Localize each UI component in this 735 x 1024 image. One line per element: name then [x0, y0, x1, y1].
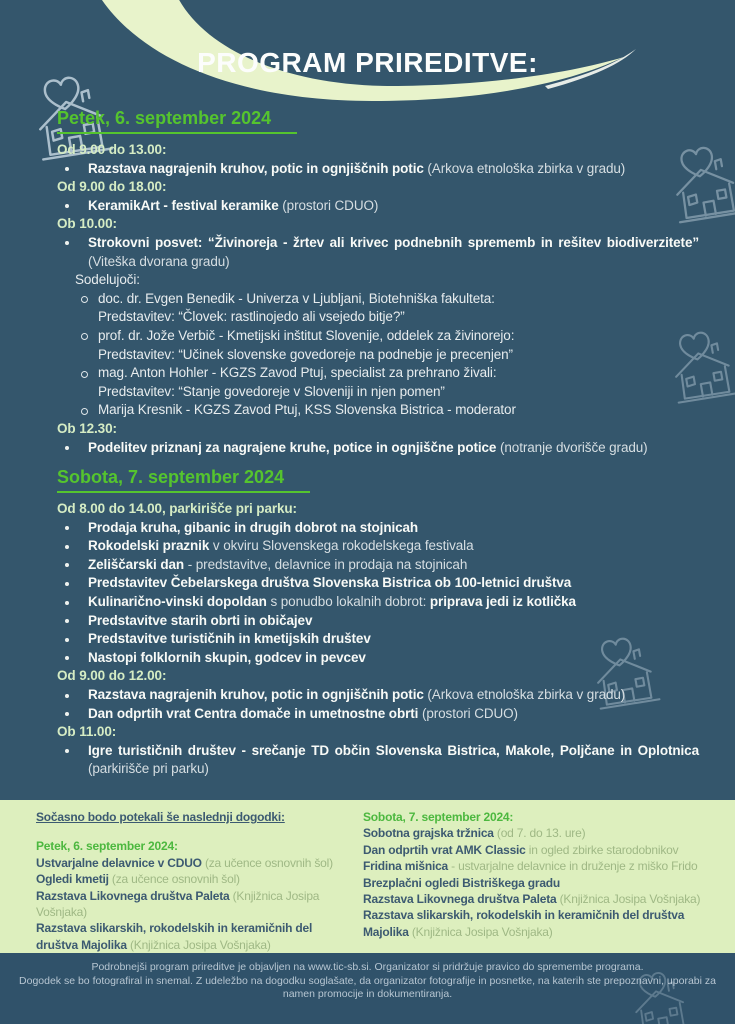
bullet-icon: [63, 742, 88, 779]
item-text: [88, 649, 699, 668]
list-item: [57, 593, 699, 612]
list-item: [57, 574, 699, 593]
item-text: [88, 686, 699, 705]
item-text: [88, 234, 699, 271]
time-heading: Ob 12.30:: [57, 420, 117, 436]
item-text: [88, 705, 699, 724]
saturday-section-heading-wrap: [57, 466, 699, 493]
side-events-left-column: [36, 809, 341, 953]
item-text: [88, 537, 699, 556]
side-event-bold: Brezplačni ogledi Bistriškega gradu: [363, 875, 561, 890]
bullet-icon: [63, 705, 88, 724]
bullet-icon: [63, 649, 88, 668]
side-event-bold: Ustvarjalne delavnice v CDUO: [36, 855, 202, 870]
side-event-normal: (Knjižnica Josipa Vošnjaka): [36, 888, 320, 920]
item-text-bold: KeramikArt - festival keramike: [88, 197, 279, 213]
item-text-normal: (Viteška dvorana gradu): [88, 253, 230, 269]
item-text: [88, 593, 699, 612]
item-text-normal: - predstavitve, delavnice in prodaja na stojnicah: [184, 556, 468, 572]
item-text: [88, 556, 699, 575]
friday-blocks: [57, 141, 699, 457]
speaker-item: [57, 364, 699, 383]
side-events-panel: [0, 800, 735, 953]
list-item: [57, 234, 699, 271]
circle-bullet-icon: [78, 327, 98, 346]
item-text: [88, 160, 699, 179]
item-text-bold: Razstava nagrajenih kruhov, potic in ognjiščnih potic: [88, 687, 424, 703]
list-item: [57, 612, 699, 631]
side-event-normal: - ustvarjalne delavnice in druženje z miško Frido: [448, 859, 698, 874]
side-event-bold: Razstava Likovnega društva Paleta: [363, 892, 557, 907]
side-event-item: [36, 920, 341, 953]
item-text: [88, 519, 699, 538]
item-text-normal: (prostori CDUO): [418, 705, 518, 721]
saturday-heading: Sobota, 7. september 2024: [57, 466, 310, 493]
speaker-presentation: Predstavitev: “Učinek slovenske govedoreje na podnebje je precenjen”: [98, 346, 513, 362]
side-event-normal: (Knjižnica Josipa Vošnjaka): [126, 937, 271, 952]
item-text-bold: Predstavitve turističnih in kmetijskih društev: [88, 631, 371, 647]
program-content: [0, 107, 735, 779]
item-text-bold: Nastopi folklornih skupin, godcev in pevcev: [88, 649, 366, 665]
time-heading: Od 9.00 do 12.00:: [57, 668, 167, 684]
item-text-normal: s ponudbo lokalnih dobrot:: [266, 594, 430, 610]
list-item: [57, 519, 699, 538]
side-event-normal: (Knjižnica Josipa Vošnjaka): [556, 892, 701, 907]
speaker-name: prof. dr. Jože Verbič - Kmetijski inštitut Slovenije, oddelek za živinorejo:: [98, 327, 515, 343]
speaker-name: doc. dr. Evgen Benedik - Univerza v Ljubljani, Biotehniška fakulteta:: [98, 290, 495, 306]
item-text: [88, 612, 699, 631]
time-heading: Od 9.00 do 13.00:: [57, 142, 167, 157]
side-event-bold: Razstava slikarskih, rokodelskih in keramičnih del društva Majolika: [36, 921, 313, 952]
circle-bullet-icon: [78, 401, 98, 420]
side-event-item: [363, 825, 721, 841]
bullet-icon: [63, 519, 88, 538]
page-title: PROGRAM PRIREDITVE:: [197, 47, 538, 78]
side-event-item: [363, 875, 721, 891]
side-event-item: [36, 855, 341, 871]
list-item: [57, 649, 699, 668]
side-event-normal: (za učence osnovnih šol): [201, 855, 333, 870]
bullet-icon: [63, 593, 88, 612]
side-event-normal: (Knjižnica Josipa Vošnjaka): [408, 924, 553, 939]
side-event-item: [363, 842, 721, 858]
side-events-heading: Sočasno bodo potekali še naslednji dogodki:: [36, 810, 285, 824]
side-events-friday-date: Petek, 6. september 2024:: [36, 839, 178, 854]
bullet-icon: [63, 439, 88, 458]
item-text-bold: Predstavitve starih obrti in običajev: [88, 612, 313, 628]
side-event-normal: in ogled zbirke starodobnikov: [525, 842, 679, 857]
bullet-icon: [63, 630, 88, 649]
item-text: [88, 630, 699, 649]
item-text-bold: Zeliščarski dan: [88, 556, 185, 572]
side-event-bold: Fridina mišnica: [363, 859, 449, 874]
bullet-icon: [63, 234, 88, 271]
side-event-bold: Ogledi kmetij: [36, 872, 109, 887]
list-item: [57, 556, 699, 575]
bullet-icon: [63, 574, 88, 593]
circle-bullet-icon: [78, 290, 98, 309]
speaker-presentation: Predstavitev: “Človek: rastlinojedo ali vsejedo bitje?”: [98, 309, 405, 325]
list-item: [57, 705, 699, 724]
speaker-item: [57, 290, 699, 309]
time-heading: Od 9.00 do 18.00:: [57, 179, 167, 195]
friday-heading: Petek, 6. september 2024: [57, 107, 297, 134]
speaker-item: [57, 327, 699, 346]
speaker-item: [57, 401, 699, 420]
item-text: [88, 574, 699, 593]
side-event-item: [363, 891, 721, 907]
item-text-bold: Podelitev priznanj za nagrajene kruhe, potice in ognjiščne potice: [88, 439, 497, 455]
footer-line-2: Dogodek se bo fotografiral in snemal. Z udeležbo na dogodku soglašate, da organizator fotografije in posnetke, na katerih ste prepoznavni, uporabi za namen promocije in dokumentiranja.: [19, 974, 716, 1000]
list-item: [57, 197, 699, 216]
item-text: [88, 742, 699, 779]
item-text-bold: priprava jedi iz kotlička: [429, 594, 576, 610]
item-text-normal: v okviru Slovenskega rokodelskega festivala: [209, 538, 474, 554]
item-text-bold: Igre turističnih društev - srečanje TD občin Slovenska Bistrica, Makole, Poljčane in Oplotnica: [88, 742, 699, 758]
speaker-name: mag. Anton Hohler - KGZS Zavod Ptuj, specialist za prehrano živali:: [98, 365, 497, 381]
list-item: [57, 742, 699, 779]
item-text-normal: (Arkova etnološka zbirka v gradu): [423, 687, 626, 703]
time-heading: Ob 11.00:: [57, 724, 117, 740]
item-text-normal: (Arkova etnološka zbirka v gradu): [423, 160, 626, 176]
bullet-icon: [63, 537, 88, 556]
time-heading: Od 8.00 do 14.00, parkirišče pri parku:: [57, 501, 297, 517]
side-event-bold: Sobotna grajska tržnica: [363, 826, 494, 841]
side-event-item: [363, 907, 721, 940]
side-event-item: [36, 871, 341, 887]
bullet-icon: [63, 556, 88, 575]
item-text-normal: (notranje dvorišče gradu): [496, 439, 648, 455]
side-event-normal: (za učence osnovnih šol): [108, 872, 240, 887]
item-text-normal: (prostori CDUO): [278, 197, 379, 213]
saturday-blocks: [57, 500, 699, 779]
item-text-bold: Strokovni posvet: “Živinoreja - žrtev ali krivec podnebnih sprememb in rešitev biodiverzitete”: [88, 234, 699, 250]
side-events-right-column: [363, 809, 721, 953]
item-text-bold: Prodaja kruha, gibanic in drugih dobrot na stojnicah: [88, 519, 419, 535]
side-event-bold: Dan odprtih vrat AMK Classic: [363, 842, 526, 857]
side-event-normal: (od 7. do 13. ure): [493, 826, 586, 841]
time-heading: Ob 10.00:: [57, 216, 117, 232]
speaker-name: Marija Kresnik - KGZS Zavod Ptuj, KSS Slovenska Bistrica - moderator: [98, 402, 516, 418]
side-event-bold: Razstava Likovnega društva Paleta: [36, 888, 230, 903]
item-text: [88, 439, 699, 458]
house-doodle-icon: [619, 958, 705, 1024]
item-text-bold: Dan odprtih vrat Centra domače in umetnostne obrti: [88, 705, 419, 721]
bullet-icon: [63, 197, 88, 216]
list-item: [57, 537, 699, 556]
item-text-normal: (parkirišče pri parku): [88, 761, 209, 777]
speaker-presentation: Predstavitev: “Stanje govedoreje v Sloveniji in njen pomen”: [98, 383, 445, 399]
item-text-bold: Razstava nagrajenih kruhov, potic in ognjiščnih potic: [88, 160, 424, 176]
participants-label: Sodelujoči:: [75, 272, 140, 288]
list-item: [57, 160, 699, 179]
side-events-saturday-date: Sobota, 7. september 2024:: [363, 810, 514, 824]
bullet-icon: [63, 612, 88, 631]
footer-line-1: Podrobnejši program prireditve je objavljen na www.tic-sb.si. Organizator si pridržuje pravico do spremembe programa.: [91, 961, 644, 973]
circle-bullet-icon: [78, 364, 98, 383]
bullet-icon: [63, 686, 88, 705]
item-text: [88, 197, 699, 216]
bullet-icon: [63, 160, 88, 179]
list-item: [57, 686, 699, 705]
list-item: [57, 439, 699, 458]
side-event-bold: Razstava slikarskih, rokodelskih in keramičnih del društva Majolika: [363, 908, 685, 939]
list-item: [57, 630, 699, 649]
item-text-bold: Predstavitev Čebelarskega društva Slovenska Bistrica ob 100-letnici društva: [88, 575, 572, 591]
item-text-bold: Rokodelski praznik: [88, 538, 210, 554]
item-text-bold: Kulinarično-vinski dopoldan: [88, 594, 267, 610]
friday-section-heading-wrap: [57, 107, 699, 134]
side-event-item: [363, 858, 721, 874]
side-event-item: [36, 888, 341, 921]
